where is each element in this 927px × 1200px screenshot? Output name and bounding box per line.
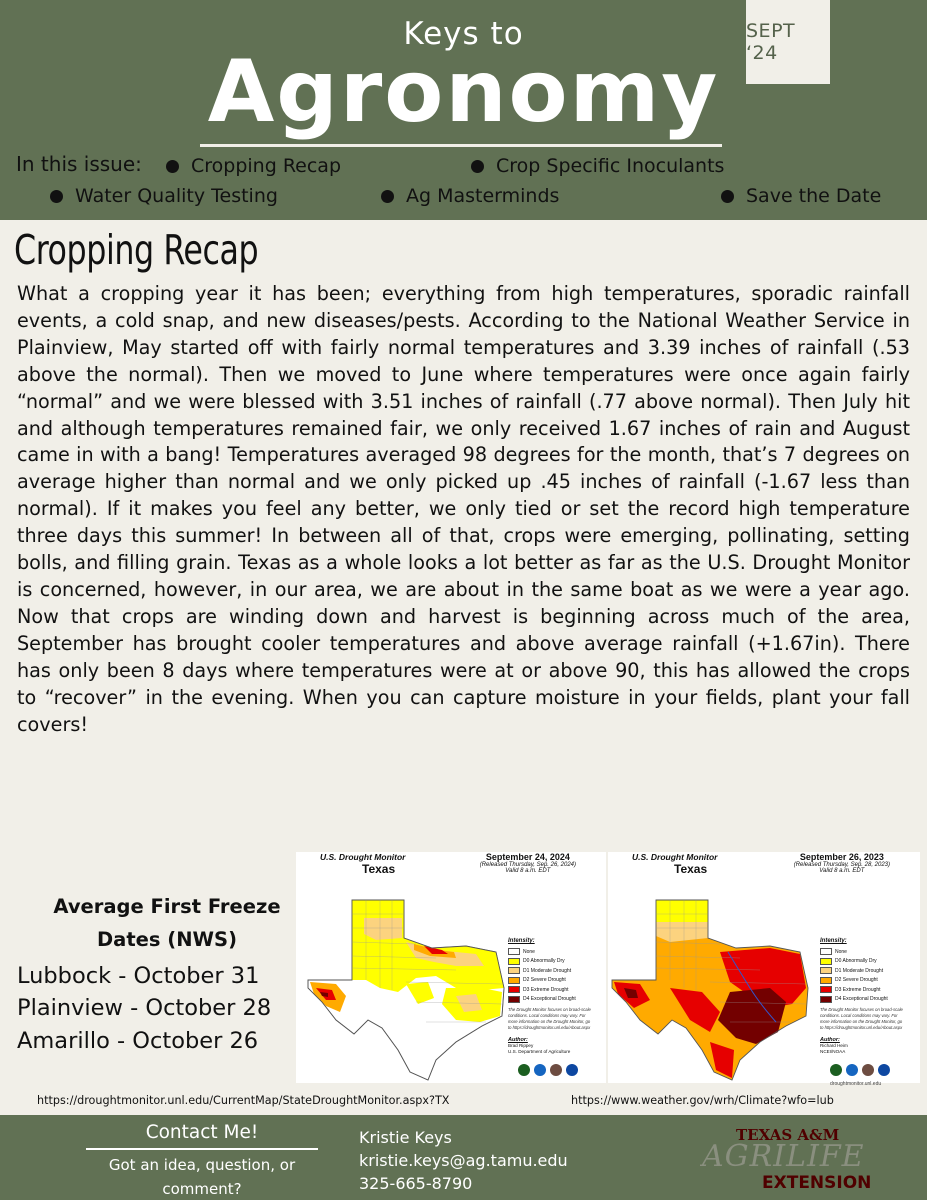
article-title: Cropping Recap — [14, 226, 259, 274]
freeze-heading-line: Average First Freeze — [53, 895, 281, 918]
legend-label: D4 Exceptional Drought — [523, 996, 576, 1003]
topic-label: Crop Specific Inoculants — [496, 155, 725, 177]
newsletter-kicker: Keys to — [403, 16, 524, 52]
freeze-heading-line: Dates (NWS) — [97, 928, 237, 951]
legend-item — [820, 985, 906, 995]
legend-swatch — [820, 958, 832, 965]
legend-item — [508, 957, 594, 967]
noaa-logo-icon — [878, 1064, 890, 1076]
legend-label: D1 Moderate Drought — [835, 967, 884, 974]
contact-details — [359, 1126, 568, 1195]
map-released: (Released Thursday, Sep. 26, 2024) — [479, 862, 576, 868]
topic-item — [721, 185, 881, 207]
topic-label: Ag Masterminds — [406, 185, 560, 207]
drought-map-2024 — [296, 852, 606, 1083]
map-date: September 26, 2023 — [799, 852, 884, 862]
title-underline — [200, 144, 722, 147]
author-title: Author: — [820, 1037, 840, 1043]
legend-swatch — [508, 967, 520, 974]
issue-date-badge — [746, 0, 830, 84]
legend-swatch — [508, 958, 520, 965]
map-released: (Released Thursday, Sep. 28, 2023) — [793, 862, 890, 868]
legend-swatch — [820, 986, 832, 993]
contact-email[interactable]: kristie.keys@ag.tamu.edu — [359, 1151, 568, 1170]
legend-label: D2 Severe Drought — [523, 977, 566, 984]
author-org: U.S. Department of Agriculture — [508, 1049, 571, 1054]
contact-prompt-line: comment? — [162, 1180, 242, 1198]
legend-item — [508, 966, 594, 976]
topic-label: Water Quality Testing — [75, 185, 278, 207]
masthead-banner — [0, 0, 927, 220]
bullet-icon — [721, 190, 734, 203]
legend-swatch — [508, 948, 520, 955]
usda-logo-icon — [830, 1064, 842, 1076]
legend-label: D4 Exceptional Drought — [835, 996, 888, 1003]
legend-item — [820, 995, 906, 1005]
drought-legend — [508, 938, 594, 1055]
article-body: What a cropping year it has been; everything from high temperatures, sporadic rainfall events, a cold snap, and new diseases/pests. According to the National Weather Service in Plainview, May started off with fairly normal temperatures and 3.39 inches of rainfall (.53 above the normal). Then we moved to June where temperatures were once again fairly “normal” and we were blessed with 3.51 inches of rainfall (.77 above normal). Then July hit and although temperatures remained fair, we only received 1.67 inches of rain and August came in with a bang! Temperatures averaged 98 degrees for the month, that’s 7 degrees on average higher than normal and we only picked up .45 inches of rainfall (-1.67 less than normal). If it makes you feel any better, we only tied or set the record high temperature three days this summer! In between all of that, crops were emerging, pollinating, setting bolls, and filling grain. Texas as a whole looks a lot better as far as the U.S. Drought Monitor is concerned, however, in our area, we are about in the same boat as we were a year ago. Now that crops are winding down and harvest is beginning across much of the area, September has brought cooler temperatures and above average rainfall (+1.67in). There has only been 8 days where temperatures were at or above 90, this has allowed the crops to “recover” in the evening. When you can capture moisture in your fields, plant your fall covers! — [17, 282, 910, 736]
topic-item — [50, 185, 278, 207]
issue-date: SEPT ‘24 — [746, 20, 796, 64]
legend-swatch — [508, 977, 520, 984]
map-state: Texas — [362, 862, 396, 876]
legend-title: Intensity: — [508, 938, 535, 944]
contact-heading: Contact Me! — [145, 1122, 259, 1143]
newsletter-title: Agronomy — [207, 42, 720, 142]
legend-item — [508, 985, 594, 995]
agrilife-extension-logo — [700, 1120, 880, 1192]
legend-label: D3 Extreme Drought — [523, 986, 569, 993]
agency-logos — [830, 1064, 890, 1076]
map-footer-url: droughtmonitor.unl.edu — [830, 1081, 882, 1087]
logo-line-3: EXTENSION — [762, 1173, 872, 1192]
map-date-block — [480, 852, 576, 874]
texas-drought-map-2023 — [610, 892, 810, 1082]
freeze-dates-heading — [22, 890, 312, 956]
map-valid: Valid 8 a.m. EDT — [505, 868, 551, 874]
contact-name: Kristie Keys — [359, 1128, 452, 1147]
logo-line-2: AGRILIFE — [702, 1139, 865, 1174]
bullet-icon — [471, 160, 484, 173]
contact-divider — [86, 1148, 318, 1150]
legend-note: The Drought Monitor focuses on broad-scale conditions. Local conditions may vary. For more information on the Drought Monitor, go to https://droughtmonitor.unl.edu/About.aspx — [508, 1007, 591, 1030]
map-state: Texas — [674, 862, 708, 876]
weather-service-link[interactable]: https://www.weather.gov/wrh/Climate?wfo=lub — [571, 1094, 834, 1107]
author-name: Richard Heim — [820, 1043, 848, 1048]
legend-item — [820, 947, 906, 957]
map-valid: Valid 8 a.m. EDT — [819, 868, 865, 874]
legend-item — [820, 966, 906, 976]
author-title: Author: — [508, 1037, 528, 1043]
legend-item — [820, 976, 906, 986]
legend-label: D1 Moderate Drought — [523, 967, 572, 974]
freeze-date-entry: Amarillo - October 26 — [17, 1028, 259, 1054]
in-this-issue-label: In this issue: — [16, 152, 142, 176]
drought-legend — [820, 938, 906, 1055]
map-date-block — [794, 852, 890, 874]
author-name: Brad Rippey — [508, 1043, 534, 1048]
drought-map-2023 — [608, 852, 920, 1087]
topic-item — [166, 155, 341, 177]
freeze-date-entry: Plainview - October 28 — [17, 995, 272, 1021]
ndmc-logo-icon — [846, 1064, 858, 1076]
legend-item — [820, 957, 906, 967]
legend-label: D2 Severe Drought — [835, 977, 878, 984]
topic-item — [471, 155, 724, 177]
freeze-date-entry: Lubbock - October 31 — [17, 963, 260, 989]
agency-logos — [518, 1064, 578, 1076]
legend-swatch — [820, 948, 832, 955]
legend-note: The Drought Monitor focuses on broad-scale conditions. Local conditions may vary. For more information on the Drought Monitor, go to https://droughtmonitor.unl.edu/About.aspx — [820, 1007, 903, 1030]
bullet-icon — [166, 160, 179, 173]
drought-monitor-link[interactable]: https://droughtmonitor.unl.edu/CurrentMap/StateDroughtMonitor.aspx?TX — [37, 1094, 450, 1107]
legend-label: D0 Abnormally Dry — [523, 958, 565, 965]
contact-prompt-line: Got an idea, question, or — [108, 1156, 296, 1174]
usda-logo-icon — [518, 1064, 530, 1076]
legend-swatch — [820, 996, 832, 1003]
legend-label: D0 Abnormally Dry — [835, 958, 877, 965]
legend-label: D3 Extreme Drought — [835, 986, 881, 993]
legend-label: None — [523, 948, 535, 955]
logo-line-1: TEXAS A&M — [736, 1126, 840, 1144]
bullet-icon — [381, 190, 394, 203]
legend-item — [508, 976, 594, 986]
legend-swatch — [820, 977, 832, 984]
map-header: U.S. Drought Monitor — [632, 852, 718, 862]
map-date: September 24, 2024 — [485, 852, 570, 862]
legend-swatch — [508, 996, 520, 1003]
author-org: NCEI/NOAA — [820, 1049, 846, 1054]
bullet-icon — [50, 190, 63, 203]
legend-title: Intensity: — [820, 938, 847, 944]
topic-label: Cropping Recap — [191, 155, 342, 177]
topic-label: Save the Date — [746, 185, 882, 207]
legend-item — [508, 947, 594, 957]
map-header: U.S. Drought Monitor — [320, 852, 406, 862]
contact-prompt — [82, 1153, 322, 1200]
legend-swatch — [508, 986, 520, 993]
legend-item — [508, 995, 594, 1005]
doc-logo-icon — [862, 1064, 874, 1076]
topic-item — [381, 185, 559, 207]
legend-label: None — [835, 948, 847, 955]
legend-swatch — [820, 967, 832, 974]
doc-logo-icon — [550, 1064, 562, 1076]
texas-drought-map-2024 — [306, 892, 506, 1082]
noaa-logo-icon — [566, 1064, 578, 1076]
ndmc-logo-icon — [534, 1064, 546, 1076]
contact-phone[interactable]: 325-665-8790 — [359, 1174, 473, 1193]
